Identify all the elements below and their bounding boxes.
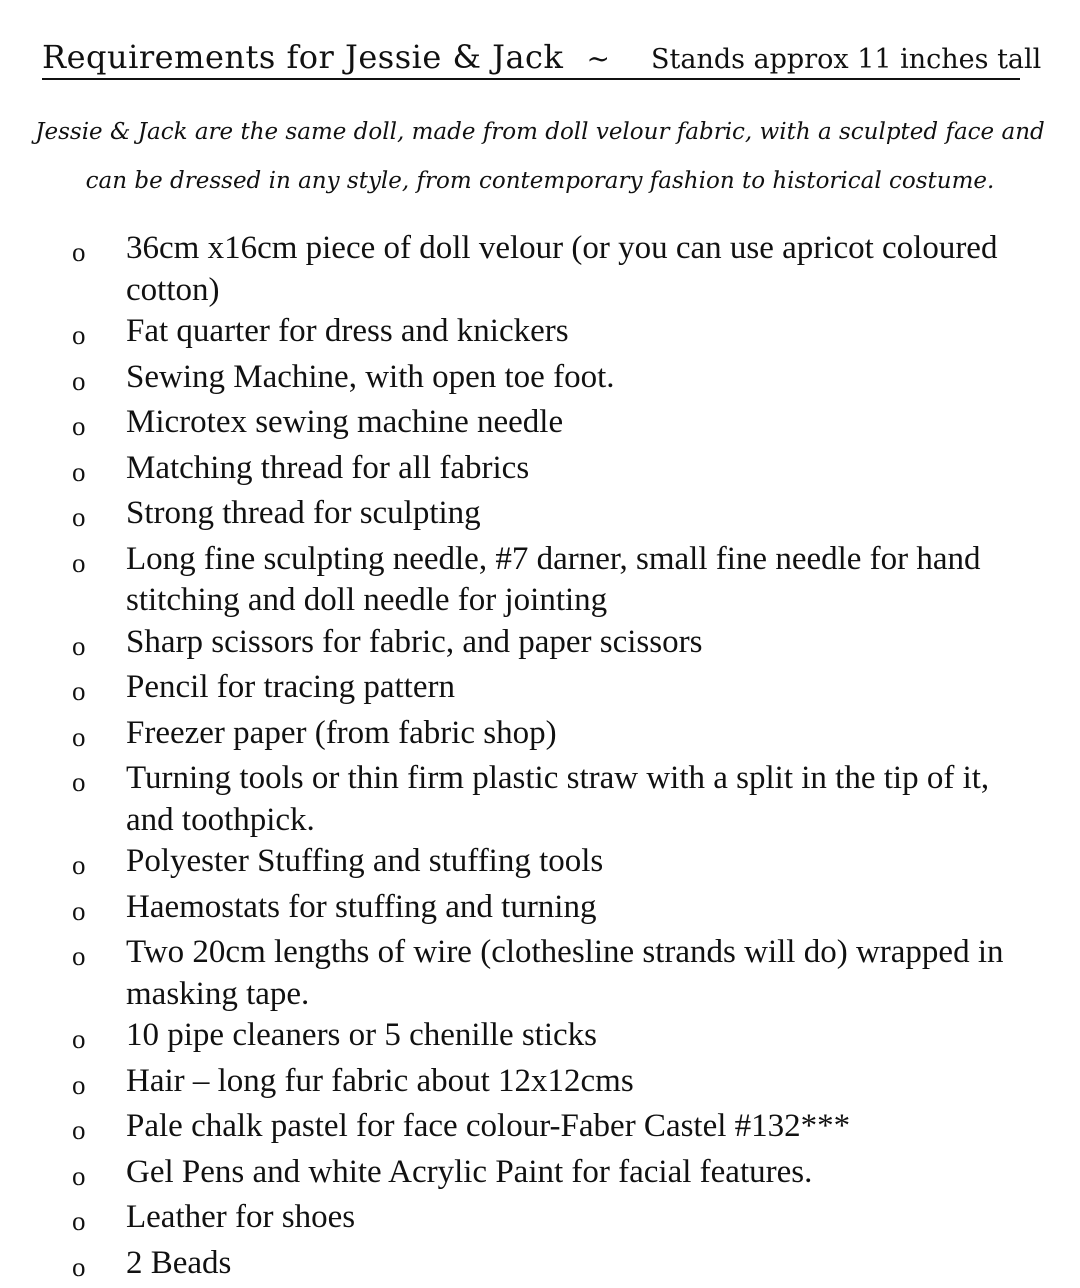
bullet-icon: o bbox=[72, 887, 126, 933]
requirements-list bbox=[72, 228, 1042, 1288]
list-item-text: 10 pipe cleaners or 5 chenille sticks bbox=[126, 1015, 1042, 1057]
list-item-text: Haemostats for stuffing and turning bbox=[126, 887, 1042, 929]
list-item-text: 36cm x16cm piece of doll velour (or you can use apricot coloured cotton) bbox=[126, 228, 1042, 311]
list-item bbox=[72, 539, 1042, 622]
list-item bbox=[72, 841, 1042, 887]
list-item bbox=[72, 1152, 1042, 1198]
list-item bbox=[72, 357, 1042, 403]
list-item-text: Hair – long fur fabric about 12x12cms bbox=[126, 1061, 1042, 1103]
list-item bbox=[72, 311, 1042, 357]
list-item-text: Sewing Machine, with open toe foot. bbox=[126, 357, 1042, 399]
bullet-icon: o bbox=[72, 1197, 126, 1243]
list-item-text: 2 Beads bbox=[126, 1243, 1042, 1285]
list-item bbox=[72, 493, 1042, 539]
list-item-text: Turning tools or thin firm plastic straw with a split in the tip of it, and toothpick. bbox=[126, 758, 1042, 841]
list-item-text: Matching thread for all fabrics bbox=[126, 448, 1042, 490]
list-item bbox=[72, 402, 1042, 448]
bullet-icon: o bbox=[72, 713, 126, 759]
page-subtitle: Stands approx 11 inches tall bbox=[651, 44, 1041, 75]
bullet-icon: o bbox=[72, 539, 126, 585]
intro-paragraph: Jessie & Jack are the same doll, made from doll velour fabric, with a sculpted face and can be dressed in any style, from contemporary fashion to historical costume. bbox=[20, 108, 1060, 206]
bullet-icon: o bbox=[72, 841, 126, 887]
bullet-icon: o bbox=[72, 1061, 126, 1107]
bullet-icon: o bbox=[72, 357, 126, 403]
page-title: Requirements for Jessie & Jack bbox=[42, 38, 563, 76]
list-item bbox=[72, 932, 1042, 1015]
bullet-icon: o bbox=[72, 622, 126, 668]
bullet-icon: o bbox=[72, 493, 126, 539]
list-item bbox=[72, 448, 1042, 494]
list-item-text: Pale chalk pastel for face colour-Faber Castel #132*** bbox=[126, 1106, 1042, 1148]
bullet-icon: o bbox=[72, 1106, 126, 1152]
bullet-icon: o bbox=[72, 402, 126, 448]
list-item-text: Pencil for tracing pattern bbox=[126, 667, 1042, 709]
bullet-icon: o bbox=[72, 1152, 126, 1198]
list-item bbox=[72, 667, 1042, 713]
list-item bbox=[72, 1243, 1042, 1288]
list-item bbox=[72, 1197, 1042, 1243]
list-item bbox=[72, 758, 1042, 841]
list-item-text: Strong thread for sculpting bbox=[126, 493, 1042, 535]
list-item-text: Polyester Stuffing and stuffing tools bbox=[126, 841, 1042, 883]
list-item-text: Long fine sculpting needle, #7 darner, small fine needle for hand stitching and doll needle for jointing bbox=[126, 539, 1042, 622]
list-item-text: Sharp scissors for fabric, and paper scissors bbox=[126, 622, 1042, 664]
list-item bbox=[72, 228, 1042, 311]
list-item bbox=[72, 1106, 1042, 1152]
list-item-text: Freezer paper (from fabric shop) bbox=[126, 713, 1042, 755]
page-heading bbox=[42, 38, 1020, 80]
bullet-icon: o bbox=[72, 758, 126, 804]
list-item-text: Leather for shoes bbox=[126, 1197, 1042, 1239]
bullet-icon: o bbox=[72, 311, 126, 357]
bullet-icon: o bbox=[72, 1015, 126, 1061]
list-item-text: Two 20cm lengths of wire (clothesline strands will do) wrapped in masking tape. bbox=[126, 932, 1042, 1015]
list-item bbox=[72, 887, 1042, 933]
list-item-text: Gel Pens and white Acrylic Paint for facial features. bbox=[126, 1152, 1042, 1194]
list-item-text: Microtex sewing machine needle bbox=[126, 402, 1042, 444]
list-item bbox=[72, 713, 1042, 759]
list-item bbox=[72, 1015, 1042, 1061]
list-item bbox=[72, 1061, 1042, 1107]
bullet-icon: o bbox=[72, 1243, 126, 1288]
list-item bbox=[72, 622, 1042, 668]
bullet-icon: o bbox=[72, 932, 126, 978]
bullet-icon: o bbox=[72, 448, 126, 494]
bullet-icon: o bbox=[72, 228, 126, 274]
bullet-icon: o bbox=[72, 667, 126, 713]
list-item-text: Fat quarter for dress and knickers bbox=[126, 311, 1042, 353]
title-separator: ~ bbox=[586, 42, 609, 75]
